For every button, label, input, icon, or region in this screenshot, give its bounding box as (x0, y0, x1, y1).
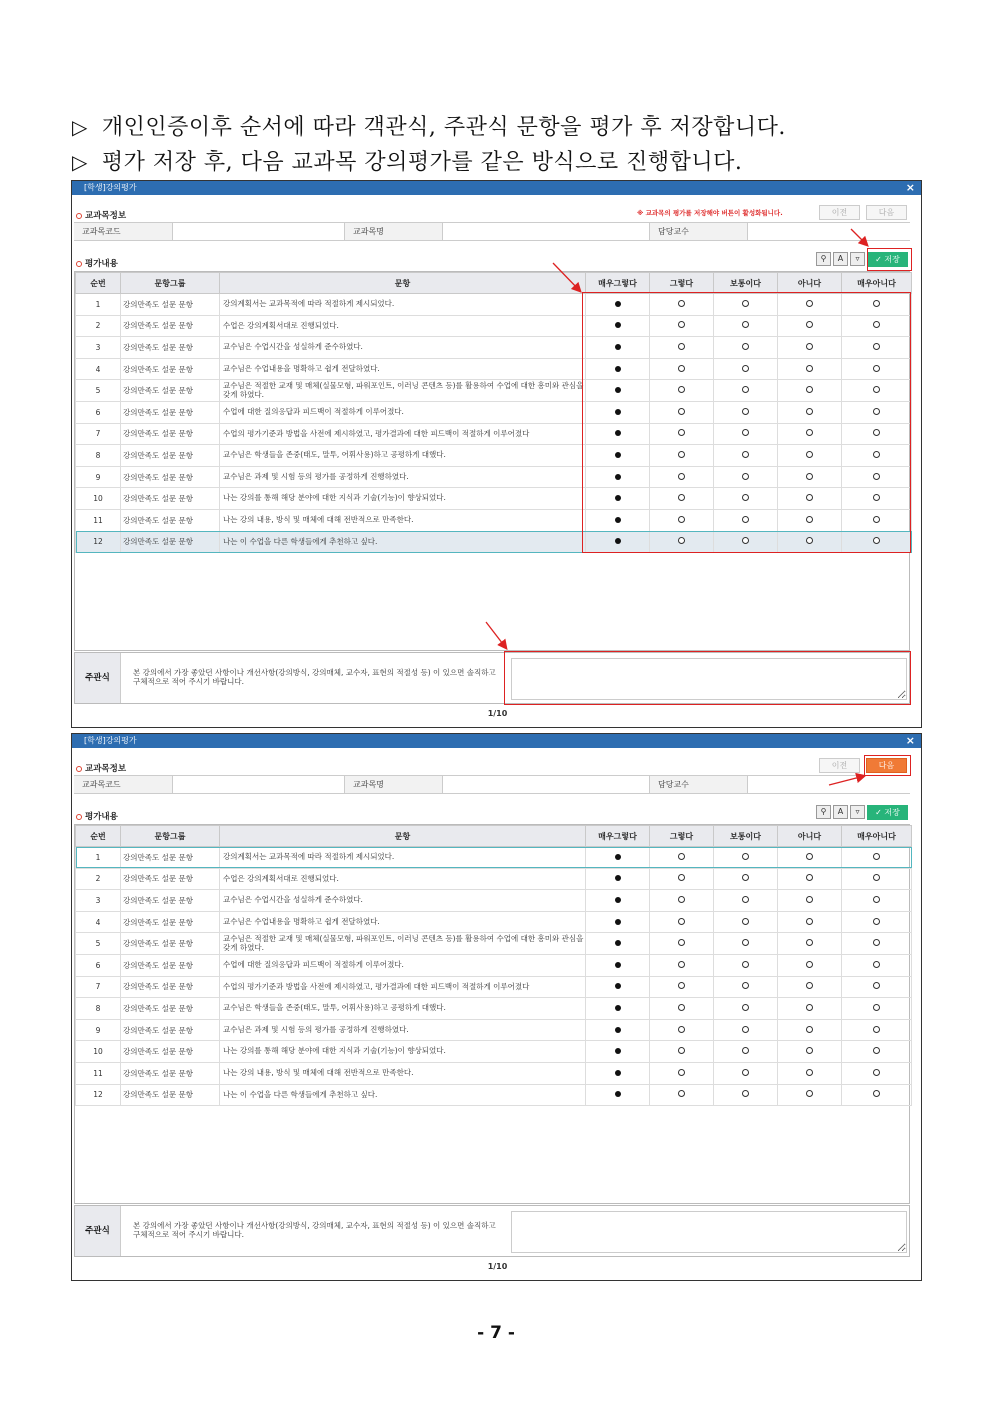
course-info-heading: 교과목정보 (76, 209, 126, 221)
question-text: 나는 이 수업을 다른 학생들에게 추천하고 싶다. (220, 1084, 586, 1106)
column-header[interactable]: 매우그렇다 (586, 273, 650, 294)
annotation-arrows (72, 181, 923, 729)
save-notice: ※ 교과목의 평가를 저장해야 버튼이 활성화됩니다. (637, 209, 783, 217)
filter-icon[interactable]: ▿ (850, 805, 865, 819)
question-group: 강의만족도 설문 문항 (121, 1062, 220, 1084)
evaluation-window-next-step (71, 733, 922, 1281)
subjective-prompt: 본 강의에서 가장 좋았던 사항이나 개선사항(강의방식, 강의매체, 교수자, 표현의 적절성 등) 이 있으면 솔직하고 구체적으로 적어 주시기 바랍니다. (133, 1221, 496, 1239)
question-group: 강의만족도 설문 문항 (121, 445, 220, 467)
column-header[interactable]: 문항 (220, 826, 586, 847)
annotation-arrows (72, 734, 923, 1282)
question-group: 강의만족도 설문 문항 (121, 976, 220, 998)
question-group: 강의만족도 설문 문항 (121, 868, 220, 890)
row-number: 1 (76, 847, 121, 869)
question-group: 강의만족도 설문 문항 (121, 1041, 220, 1063)
check-icon: ✓ (875, 808, 882, 817)
course-code-label: 교과목코드 (74, 223, 173, 240)
arrow-to-choices (553, 263, 580, 291)
question-group: 강의만족도 설문 문항 (121, 1019, 220, 1041)
question-text: 나는 강의 내용, 방식 및 매체에 대해 전반적으로 만족한다. (220, 509, 586, 531)
filter-icon[interactable]: ▿ (850, 252, 865, 266)
question-text: 나는 강의 내용, 방식 및 매체에 대해 전반적으로 만족한다. (220, 1062, 586, 1084)
eval-heading: 평가내용 (76, 257, 118, 269)
row-number: 11 (76, 509, 121, 531)
question-group: 강의만족도 설문 문항 (121, 380, 220, 402)
row-number: 9 (76, 466, 121, 488)
next-button[interactable]: 다음 (866, 205, 907, 220)
arrow-to-subjective (486, 622, 506, 648)
question-group: 강의만족도 설문 문항 (121, 488, 220, 510)
question-text: 강의계획서는 교과목적에 따라 적절하게 제시되었다. (220, 847, 586, 869)
question-text: 교수님은 수업시간을 성실하게 준수하였다. (220, 890, 586, 912)
question-text: 나는 강의를 통해 해당 분야에 대한 지식과 기술(기능)이 향상되었다. (220, 1041, 586, 1063)
window-title: [학생]강의평가 (84, 736, 137, 745)
instruction-text: 개인인증이후 순서에 따라 객관식, 주관식 문항을 평가 후 저장합니다. (101, 115, 786, 140)
row-number: 4 (76, 911, 121, 933)
question-group: 강의만족도 설문 문항 (121, 466, 220, 488)
save-button[interactable]: ✓ 저장 (867, 805, 908, 820)
question-group: 강의만족도 설문 문항 (121, 933, 220, 955)
triangle-bullet-icon: ▷ (72, 150, 88, 174)
column-header[interactable]: 문항그룹 (121, 826, 220, 847)
close-icon[interactable]: × (905, 734, 915, 747)
eval-heading: 평가내용 (76, 810, 118, 822)
arrow-to-next (829, 776, 864, 785)
question-group: 강의만족도 설문 문항 (121, 847, 220, 869)
question-group: 강의만족도 설문 문항 (121, 1084, 220, 1106)
page-number: - 7 - (477, 1323, 515, 1343)
search-icon[interactable]: ⚲ (816, 252, 831, 266)
evaluation-window-save-step (71, 180, 922, 728)
row-number: 12 (76, 1084, 121, 1106)
column-header[interactable]: 순번 (76, 826, 121, 847)
question-group: 강의만족도 설문 문항 (121, 315, 220, 337)
row-number: 9 (76, 1019, 121, 1041)
column-header[interactable]: 아니다 (778, 826, 842, 847)
course-code-label: 교과목코드 (74, 776, 173, 793)
instruction-text: 평가 저장 후, 다음 교과목 강의평가를 같은 방식으로 진행합니다. (101, 150, 743, 175)
question-group: 강의만족도 설문 문항 (121, 911, 220, 933)
row-number: 10 (76, 488, 121, 510)
subjective-label: 주관식 (75, 1206, 121, 1256)
row-number: 7 (76, 423, 121, 445)
question-group: 강의만족도 설문 문항 (121, 954, 220, 976)
question-group: 강의만족도 설문 문항 (121, 423, 220, 445)
column-header[interactable]: 매우그렇다 (586, 826, 650, 847)
question-group: 강의만족도 설문 문항 (121, 358, 220, 380)
column-header[interactable]: 그렇다 (650, 273, 714, 294)
text-size-icon[interactable]: A (833, 252, 848, 266)
row-number: 5 (76, 933, 121, 955)
row-number: 3 (76, 337, 121, 359)
question-text: 수업에 대한 질의응답과 피드백이 적절하게 이루어졌다. (220, 954, 586, 976)
column-header[interactable]: 순번 (76, 273, 121, 294)
question-text: 교수님은 수업내용을 명확하고 쉽게 전달하였다. (220, 911, 586, 933)
column-header[interactable]: 문항그룹 (121, 273, 220, 294)
column-header[interactable]: 보통이다 (714, 826, 778, 847)
question-text: 나는 강의를 통해 해당 분야에 대한 지식과 기술(기능)이 향상되었다. (220, 488, 586, 510)
column-header[interactable]: 문항 (220, 273, 586, 294)
question-group: 강의만족도 설문 문항 (121, 531, 220, 553)
question-group: 강의만족도 설문 문항 (121, 890, 220, 912)
triangle-bullet-icon: ▷ (72, 115, 88, 139)
arrow-to-save (851, 229, 867, 245)
window-title: [학생]강의평가 (84, 183, 137, 192)
column-header[interactable]: 매우아니다 (842, 273, 912, 294)
question-text: 교수님은 적절한 교재 및 매체(실물모형, 파워포인트, 이러닝 콘텐츠 등)를 활용하여 수업에 대한 흥미와 관심을 갖게 하였다. (220, 380, 586, 402)
column-header[interactable]: 매우아니다 (842, 826, 912, 847)
row-number: 12 (76, 531, 121, 553)
row-number: 2 (76, 868, 121, 890)
instruction-line-2 (72, 145, 742, 176)
professor-label: 담당교수 (650, 223, 748, 240)
row-number: 6 (76, 954, 121, 976)
row-number: 4 (76, 358, 121, 380)
search-icon[interactable]: ⚲ (816, 805, 831, 819)
next-button[interactable]: 다음 (866, 758, 907, 773)
question-group: 강의만족도 설문 문항 (121, 294, 220, 316)
prev-button[interactable]: 이전 (819, 205, 860, 220)
subjective-label: 주관식 (75, 653, 121, 703)
question-text: 수업의 평가기준과 방법을 사전에 제시하였고, 평가결과에 대한 피드백이 적절하게 이루어졌다 (220, 976, 586, 998)
professor-label: 담당교수 (650, 776, 748, 793)
row-number: 6 (76, 401, 121, 423)
question-group: 강의만족도 설문 문항 (121, 337, 220, 359)
question-text: 수업은 강의계획서대로 진행되었다. (220, 868, 586, 890)
question-text: 수업은 강의계획서대로 진행되었다. (220, 315, 586, 337)
question-group: 강의만족도 설문 문항 (121, 401, 220, 423)
row-number: 3 (76, 890, 121, 912)
question-text: 교수님은 과제 및 시험 등의 평가를 공정하게 진행하였다. (220, 1019, 586, 1041)
text-size-icon[interactable]: A (833, 805, 848, 819)
row-number: 1 (76, 294, 121, 316)
row-number: 10 (76, 1041, 121, 1063)
pagination: 1/10 (487, 1262, 508, 1271)
question-text: 교수님은 학생들을 존중(태도, 말투, 어휘사용)하고 공평하게 대했다. (220, 445, 586, 467)
row-number: 8 (76, 998, 121, 1020)
question-text: 교수님은 학생들을 존중(태도, 말투, 어휘사용)하고 공평하게 대했다. (220, 998, 586, 1020)
row-number: 5 (76, 380, 121, 402)
close-icon[interactable]: × (905, 181, 915, 194)
column-header[interactable]: 그렇다 (650, 826, 714, 847)
row-number: 11 (76, 1062, 121, 1084)
column-header[interactable]: 아니다 (778, 273, 842, 294)
question-text: 교수님은 적절한 교재 및 매체(실물모형, 파워포인트, 이러닝 콘텐츠 등)를 활용하여 수업에 대한 흥미와 관심을 갖게 하였다. (220, 933, 586, 955)
column-header[interactable]: 보통이다 (714, 273, 778, 294)
question-text: 교수님은 수업시간을 성실하게 준수하였다. (220, 337, 586, 359)
course-info-heading: 교과목정보 (76, 762, 126, 774)
question-group: 강의만족도 설문 문항 (121, 998, 220, 1020)
save-button[interactable]: ✓ 저장 (867, 252, 908, 267)
question-text: 수업에 대한 질의응답과 피드백이 적절하게 이루어졌다. (220, 401, 586, 423)
row-number: 7 (76, 976, 121, 998)
course-name-label: 교과목명 (345, 776, 443, 793)
question-text: 수업의 평가기준과 방법을 사전에 제시하였고, 평가결과에 대한 피드백이 적절하게 이루어졌다 (220, 423, 586, 445)
row-number: 2 (76, 315, 121, 337)
row-number: 8 (76, 445, 121, 467)
prev-button[interactable]: 이전 (819, 758, 860, 773)
instruction-line-1 (72, 110, 786, 141)
question-group: 강의만족도 설문 문항 (121, 509, 220, 531)
question-text: 나는 이 수업을 다른 학생들에게 추천하고 싶다. (220, 531, 586, 553)
question-text: 교수님은 과제 및 시험 등의 평가를 공정하게 진행하였다. (220, 466, 586, 488)
subjective-prompt: 본 강의에서 가장 좋았던 사항이나 개선사항(강의방식, 강의매체, 교수자, 표현의 적절성 등) 이 있으면 솔직하고 구체적으로 적어 주시기 바랍니다. (133, 668, 496, 686)
pagination: 1/10 (487, 709, 508, 718)
course-name-label: 교과목명 (345, 223, 443, 240)
question-text: 강의계획서는 교과목적에 따라 적절하게 제시되었다. (220, 294, 586, 316)
check-icon: ✓ (875, 255, 882, 264)
question-text: 교수님은 수업내용을 명확하고 쉽게 전달하였다. (220, 358, 586, 380)
